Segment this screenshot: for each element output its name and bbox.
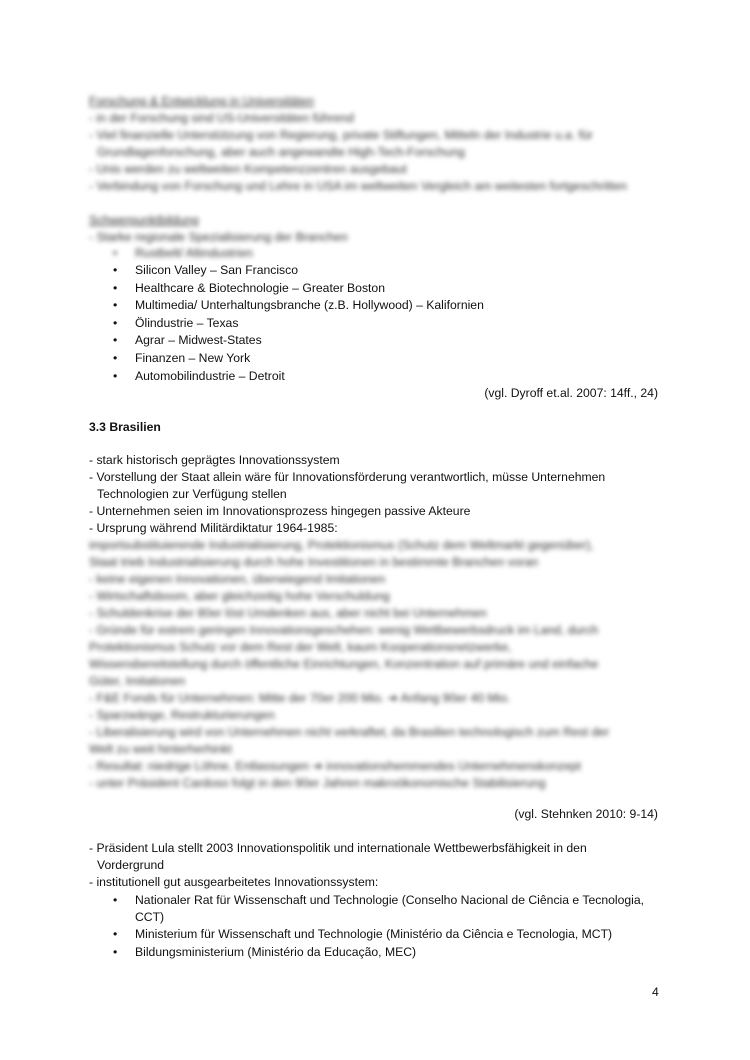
text-line: - Starke regionale Spezialisierung der Branchen — [89, 230, 348, 244]
text-line: Grundlagenforschung, aber auch angewandte High-Tech-Forschung — [97, 145, 465, 159]
list-item: • Rustbelt/ Altindustrien — [113, 246, 253, 260]
text-line: Welt zu weit hinterherhinkt — [89, 742, 232, 756]
list-item: • Agrar – Midwest-States — [113, 333, 262, 347]
text-line: - Präsident Lula stellt 2003 Innovationspolitik und internationale Wettbewerbsfähigkeit in den — [89, 841, 587, 855]
text-line: - Gründe für extrem geringen Innovationsgeschehen: wenig Wettbewerbsdruck im Land, durch — [89, 623, 599, 637]
citation: (vgl. Stehnken 2010: 9-14) — [514, 807, 658, 821]
list-item: • Multimedia/ Unterhaltungsbranche (z.B. Hollywood) – Kalifornien — [113, 298, 484, 312]
text-line: Vordergrund — [97, 858, 165, 872]
text-line: Wissensbereitstellung durch öffentliche Einrichtungen, Konzentration auf primäre und einfache — [89, 657, 599, 671]
text-line: Technologien zur Verfügung stellen — [97, 487, 287, 501]
text-line: - Liberalisierung wird von Unternehmen nicht verkraftet, da Brasilien technologisch zum Rest der — [89, 725, 610, 739]
text-line: - keine eigenen Innovationen, überwiegend Imitationen — [89, 572, 386, 586]
section-heading: Forschung & Entwicklung in Universitäten — [89, 94, 314, 108]
text-line: - Wirtschaftsboom, aber gleichzeitig hohe Verschuldung — [89, 589, 390, 603]
list-item: • Ministerium für Wissenschaft und Technologie (Ministério da Ciência e Tecnologia, MCT) — [113, 927, 613, 941]
text-line: - Ursprung während Militärdiktatur 1964-1985: — [89, 521, 338, 535]
text-line: - Viel finanzielle Unterstützung von Regierung, private Stiftungen, Mitteln der Industrie u.a. für — [89, 128, 593, 142]
text-line: Güter, Imitationen — [89, 674, 186, 688]
text-line: Protektionismus Schutz vor dem Rest der Welt, kaum Kooperationsnetzwerke, — [89, 640, 512, 654]
list-item: • Finanzen – New York — [113, 351, 251, 365]
list-item: • Ölindustrie – Texas — [113, 316, 239, 330]
text-line: Staat trieb Industrialisierung durch hohe Investitionen in bestimmte Branchen voran — [89, 555, 539, 569]
text-line: - Unis werden zu weltweiten Kompetenzzentren ausgebaut — [89, 162, 407, 176]
list-item: • Automobilindustrie – Detroit — [113, 369, 285, 383]
text-line: - Vorstellung der Staat allein wäre für Innovationsförderung verantwortlich, müsse Unternehmen — [89, 470, 606, 484]
list-item: • Bildungsministerium (Ministério da Educação, MEC) — [113, 945, 417, 959]
text-line: - stark historisch geprägtes Innovationssystem — [89, 453, 340, 467]
text-line: - unter Präsident Cardoso folgt in den 90er Jahren makroökonomische Stabilisierung — [89, 776, 546, 790]
text-line: - F&E Fonds für Unternehmen: Mitte der 70er 200 Mio. ➔ Anfang 90er 40 Mio. — [89, 691, 511, 705]
section-heading: Schwerpunktbildung — [89, 213, 199, 227]
text-line: - Schuldenkrise der 80er löst Umdenken aus, aber nicht bei Unternehmen — [89, 606, 487, 620]
citation: (vgl. Dyroff et.al. 2007: 14ff., 24) — [484, 386, 658, 400]
text-line: - in der Forschung sind US-Universitäten führend — [89, 111, 354, 125]
section-heading: 3.3 Brasilien — [89, 420, 161, 434]
text-line: - Unternehmen seien im Innovationsprozess hingegen passive Akteure — [89, 504, 471, 518]
list-item: • Silicon Valley – San Francisco — [113, 263, 299, 277]
list-item: • Nationaler Rat für Wissenschaft und Technologie (Conselho Nacional de Ciência e Tecnologia, — [113, 893, 645, 907]
page-number: 4 — [652, 985, 659, 999]
text-line: - Verbindung von Forschung und Lehre in USA im weltweiten Vergleich am weitesten fortgeschritten — [89, 179, 627, 193]
text-line: - institutionell gut ausgearbeitetes Innovationssystem: — [89, 875, 379, 889]
text-line: - Sparzwänge, Restrukturierungen — [89, 708, 275, 722]
text-line: importsubstituierende Industrialisierung, Protektionismus (Schutz dem Weltmarkt gegenüber), — [89, 538, 594, 552]
list-item: • Healthcare & Biotechnologie – Greater Boston — [113, 281, 385, 295]
text-line: - Resultat: niedrige Löhne, Entlassungen ➔ innovationshemmendes Unternehmenskonzept — [89, 759, 581, 773]
list-item-continuation: CCT) — [135, 910, 165, 924]
